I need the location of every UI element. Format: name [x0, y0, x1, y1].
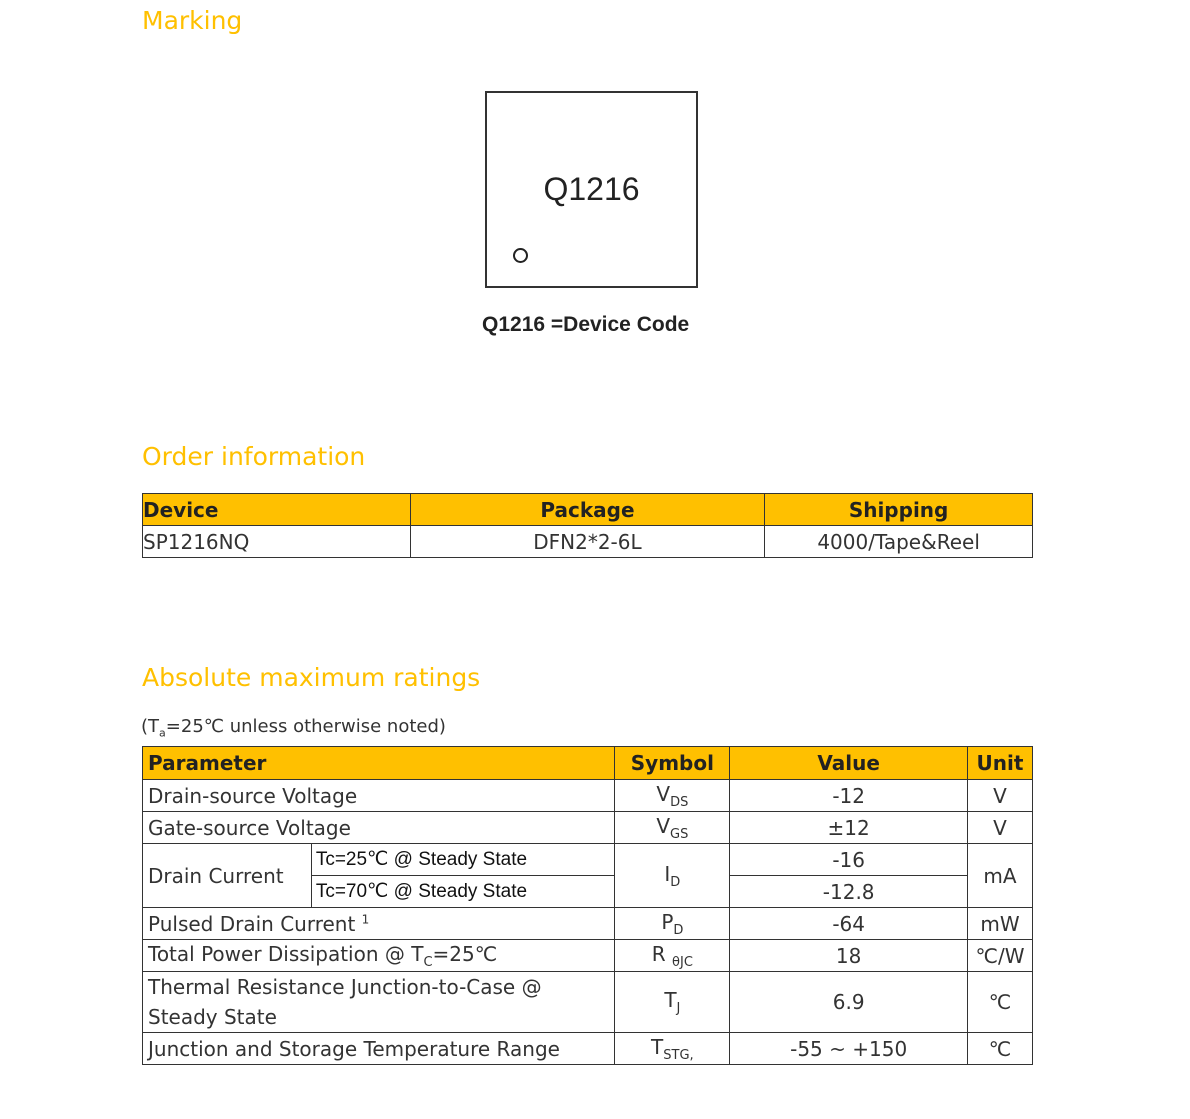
unit-id: mA — [967, 844, 1032, 908]
order-header-row — [143, 494, 1033, 526]
amr-header-unit: Unit — [967, 747, 1032, 780]
symbol-rth: $T_J$ — [615, 972, 730, 1033]
amr-table — [142, 746, 1033, 1065]
table-row — [143, 526, 1033, 558]
order-table — [142, 493, 1033, 558]
symbol-vds: $V_{DS}$ — [615, 780, 730, 812]
value-vgs: ±12 — [730, 812, 968, 844]
pin1-dot-icon — [513, 248, 528, 263]
unit-rth: ℃ — [967, 972, 1032, 1033]
value-tstg: -55 ~ +150 — [730, 1033, 968, 1065]
param-vgs: Gate-source Voltage — [143, 812, 615, 844]
value-pd: 18 — [730, 940, 968, 972]
amr-header-value: Value — [730, 747, 968, 780]
order-header-shipping: Shipping — [765, 494, 1033, 526]
unit-tstg: ℃ — [967, 1033, 1032, 1065]
param-vds: Drain-source Voltage — [143, 780, 615, 812]
param-pd: Total Power Dissipation @ $T_C=25℃$ — [143, 940, 615, 972]
amr-header-parameter: Parameter — [143, 747, 615, 780]
marking-caption: Q1216 =Device Code — [482, 313, 690, 336]
marking-code: Q1216 — [543, 171, 640, 207]
unit-vds: V — [967, 780, 1032, 812]
value-rth: 6.9 — [730, 972, 968, 1033]
symbol-pd: R $_{\theta JC}$ — [615, 940, 730, 972]
unit-pd: ℃/W — [967, 940, 1032, 972]
symbol-id: $I_D$ — [615, 844, 730, 908]
value-pulsed: -64 — [730, 908, 968, 940]
marking-diagram — [485, 91, 698, 288]
table-row — [143, 780, 1033, 812]
value-id-25: -16 — [730, 844, 968, 876]
param-pulsed: Pulsed Drain Current $^1$ — [143, 908, 615, 940]
amr-header-symbol: Symbol — [615, 747, 730, 780]
param-rth: Thermal Resistance Junction-to-Case @ Steady State — [143, 972, 615, 1033]
table-row — [143, 812, 1033, 844]
table-row — [143, 844, 1033, 876]
table-row — [143, 908, 1033, 940]
unit-vgs: V — [967, 812, 1032, 844]
cond-id-70: Tc=70℃ @ Steady State — [311, 876, 615, 908]
order-header-device: Device — [143, 494, 411, 526]
symbol-vgs: $V_{GS}$ — [615, 812, 730, 844]
marking-title: Marking — [142, 6, 243, 35]
cond-id-25: Tc=25℃ @ Steady State — [311, 844, 615, 876]
symbol-tstg: $T_{STG,}$ — [615, 1033, 730, 1065]
symbol-pulsed: $P_D$ — [615, 908, 730, 940]
order-shipping: 4000/Tape&Reel — [765, 526, 1033, 558]
order-title: Order information — [142, 442, 366, 471]
amr-note: ($T_a=25℃$ unless otherwise noted) — [141, 716, 446, 740]
unit-pulsed: mW — [967, 908, 1032, 940]
order-header-package: Package — [410, 494, 765, 526]
table-row — [143, 972, 1033, 1033]
param-id: Drain Current — [143, 844, 312, 908]
value-id-70: -12.8 — [730, 876, 968, 908]
param-tstg: Junction and Storage Temperature Range — [143, 1033, 615, 1065]
table-row — [143, 1033, 1033, 1065]
value-vds: -12 — [730, 780, 968, 812]
order-device: SP1216NQ — [143, 526, 411, 558]
order-package: DFN2*2-6L — [410, 526, 765, 558]
amr-title: Absolute maximum ratings — [142, 663, 481, 692]
table-row — [143, 940, 1033, 972]
amr-header-row — [143, 747, 1033, 780]
